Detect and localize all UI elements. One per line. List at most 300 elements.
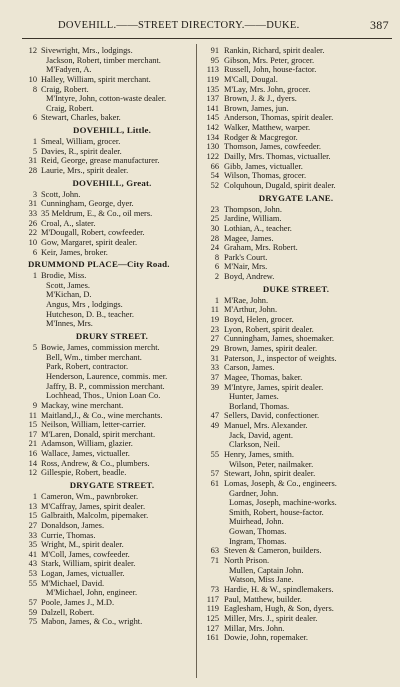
house-number: 75: [28, 617, 37, 627]
directory-entry: [203, 508, 389, 518]
entry-text: M'Caffray, James, spirit dealer.: [41, 501, 146, 511]
directory-entry: [203, 633, 389, 643]
house-number: 12: [28, 46, 37, 55]
directory-entry: [203, 383, 389, 393]
directory-entry: [22, 343, 202, 353]
entry-text: Jackson, Robert, timber merchant.: [46, 55, 161, 65]
entry-text: Maitland,J., & Co., wine merchants.: [41, 410, 163, 420]
entry-text: Keir, James, broker.: [41, 247, 108, 257]
directory-entry: [22, 238, 202, 248]
entry-text: Paul, Matthew, builder.: [224, 594, 302, 604]
house-number: 55: [210, 449, 219, 459]
house-number: 9: [32, 400, 37, 410]
directory-entry: [22, 56, 202, 66]
entry-text: Wright, M., spirit dealer.: [41, 540, 124, 550]
directory-entry: [203, 363, 389, 373]
house-number: 125: [206, 613, 219, 623]
directory-entry: [203, 162, 389, 172]
directory-entry: [203, 595, 389, 605]
entry-text: Russell, John, house-factor.: [224, 65, 317, 75]
directory-entry: [203, 75, 389, 85]
entry-text: Dailly, Mrs. Thomas, victualler.: [224, 152, 331, 162]
entry-text: Park's Court.: [224, 252, 268, 262]
directory-entry: [203, 224, 389, 234]
entry-text: Walker, Matthew, warper.: [224, 123, 311, 133]
directory-entry: [22, 439, 202, 449]
directory-entry: [203, 450, 389, 460]
house-number: 41: [28, 549, 37, 559]
directory-entry: [203, 305, 389, 315]
entry-text: Mackay, wine merchant.: [41, 400, 124, 410]
house-number: 1: [214, 295, 219, 305]
entry-text: Gow, Margaret, spirit dealer.: [41, 237, 138, 247]
directory-entry: [22, 94, 202, 104]
entry-text: Gowan, Thomas.: [229, 527, 287, 537]
directory-entry: [203, 421, 389, 431]
entry-text: Poole, James J., M.D.: [41, 598, 115, 608]
directory-entry: [22, 46, 202, 56]
house-number: 6: [32, 247, 37, 257]
entry-text: Dalzell, Robert.: [41, 607, 95, 617]
entry-text: Miller, Mrs. J., spirit dealer.: [224, 613, 318, 623]
directory-entry: [203, 537, 389, 547]
directory-entry: [22, 511, 202, 521]
directory-entry: [22, 104, 202, 114]
entry-text: Bowie, James, commission mercht.: [41, 343, 160, 353]
entry-text: Rodger & Macgregor.: [224, 132, 298, 142]
house-number: 23: [210, 324, 219, 334]
directory-entry: [22, 550, 202, 560]
house-number: 53: [28, 569, 37, 579]
entry-text: Brodie, Miss.: [41, 271, 87, 281]
directory-entry: [22, 521, 202, 531]
directory-entry: [22, 382, 202, 392]
directory-entry: [203, 624, 389, 634]
running-title: DOVEHILL.——STREET DIRECTORY.——DUKE.: [58, 20, 300, 31]
entry-text: Brown, James, spirit dealer.: [224, 343, 318, 353]
house-number: 10: [28, 237, 37, 247]
directory-entry: [203, 152, 389, 162]
house-number: 95: [210, 55, 219, 65]
entry-text: Scott, John.: [41, 189, 81, 199]
directory-entry: [22, 310, 202, 320]
directory-entry: [22, 353, 202, 363]
directory-entry: [203, 614, 389, 624]
directory-entry: [22, 319, 202, 329]
directory-entry: [203, 489, 389, 499]
entry-text: M'Rae, John.: [224, 295, 269, 305]
directory-entry: [203, 113, 389, 123]
directory-entry: [22, 137, 202, 147]
house-number: 55: [28, 578, 37, 588]
house-number: 21: [28, 439, 37, 449]
entry-text: Anderson, Thomas, spirit dealer.: [224, 113, 334, 123]
entry-text: Henderson, Laurence, commis. mer.: [46, 371, 168, 381]
entry-text: Stewart, Charles, baker.: [41, 113, 121, 123]
directory-entry: [22, 190, 202, 200]
entry-text: Lothian, A., teacher.: [224, 223, 292, 233]
directory-entry: [22, 391, 202, 401]
entry-text: Lomas, Joseph, & Co., engineers.: [224, 478, 337, 488]
directory-entry: [203, 354, 389, 364]
house-number: 22: [28, 228, 37, 238]
directory-entry: [22, 608, 202, 618]
house-number: 130: [206, 142, 219, 152]
house-number: 141: [206, 103, 219, 113]
house-number: 33: [28, 530, 37, 540]
entry-text: Lomas, Joseph, machine-works.: [229, 498, 337, 508]
directory-entry: [203, 65, 389, 75]
directory-entry: [203, 392, 389, 402]
house-number: 91: [210, 46, 219, 55]
house-number: 33: [28, 208, 37, 218]
house-number: 30: [210, 223, 219, 233]
entry-text: Mullen, Captain John.: [229, 565, 304, 575]
directory-entry: [203, 181, 389, 191]
directory-entry: [203, 469, 389, 479]
entry-text: Brown, J. & J., dyers.: [224, 94, 297, 104]
entry-text: M'Innes, Mrs.: [46, 319, 93, 329]
house-number: 6: [32, 113, 37, 123]
entry-text: Gillespie, Robert, beadle.: [41, 468, 127, 478]
entry-text: Gibb, James, victualler.: [224, 161, 303, 171]
directory-entry: [22, 362, 202, 372]
house-number: 3: [32, 189, 37, 199]
directory-entry: [22, 156, 202, 166]
entry-text: Craig, Robert.: [46, 103, 94, 113]
house-number: 57: [210, 469, 219, 479]
house-number: 37: [210, 372, 219, 382]
section-heading: DRURY STREET.: [75, 331, 149, 342]
directory-entry: [203, 334, 389, 344]
entry-text: Dowie, John, ropemaker.: [224, 633, 308, 643]
house-number: 8: [214, 252, 219, 262]
directory-entry: [203, 315, 389, 325]
entry-text: M'Kichan, D.: [46, 290, 92, 300]
house-number: 19: [210, 315, 219, 325]
house-number: 1: [32, 491, 37, 501]
entry-text: M'Michael, David.: [41, 578, 105, 588]
house-number: 23: [210, 204, 219, 214]
house-number: 127: [206, 623, 219, 633]
entry-text: M'Intyre, John, cotton-waste dealer.: [46, 94, 167, 104]
directory-entry: [203, 123, 389, 133]
directory-entry: [22, 588, 202, 598]
directory-entry: [22, 430, 202, 440]
directory-entry: [203, 460, 389, 470]
entry-text: Hutcheson, D. B., teacher.: [46, 309, 134, 319]
directory-entry: [22, 219, 202, 229]
entry-text: Steven & Cameron, builders.: [224, 546, 322, 556]
house-number: 57: [28, 598, 37, 608]
entry-text: Wilson, Peter, nailmaker.: [229, 459, 314, 469]
section-heading: DRYGATE LANE.: [258, 192, 334, 203]
directory-entry: [22, 271, 202, 281]
directory-entry: [22, 290, 202, 300]
house-number: 113: [206, 65, 219, 75]
entry-text: Reid, George, grease manufacturer.: [41, 156, 160, 166]
house-number: 26: [28, 218, 37, 228]
house-number: 2: [214, 272, 219, 282]
entry-text: Jardine, William.: [224, 214, 282, 224]
entry-text: M'Coll, James, cowfeeder.: [41, 549, 130, 559]
directory-entry: [22, 166, 202, 176]
directory-entry: [203, 402, 389, 412]
entry-text: Lochhead, Thos., Union Loan Co.: [46, 391, 161, 401]
entry-text: Millar, Mrs. John.: [224, 623, 285, 633]
section-heading: DRUMMOND PLACE—City Road.: [28, 259, 170, 270]
directory-entry: [203, 440, 389, 450]
entry-text: M'Laren, Donald, spirit merchant.: [41, 429, 156, 439]
directory-entry: [22, 569, 202, 579]
directory-entry: [22, 281, 202, 291]
directory-entry: [22, 113, 202, 123]
house-number: 16: [28, 449, 37, 459]
house-number: 5: [32, 343, 37, 353]
directory-entry: [203, 205, 389, 215]
directory-entry: [22, 459, 202, 469]
directory-entry: [203, 94, 389, 104]
house-number: 15: [28, 420, 37, 430]
directory-entry: [203, 214, 389, 224]
directory-entry: [203, 517, 389, 527]
house-number: 15: [28, 511, 37, 521]
header-rule: [22, 38, 392, 39]
house-number: 27: [210, 334, 219, 344]
entry-text: Muirhead, John.: [229, 517, 284, 527]
directory-entry: [22, 598, 202, 608]
house-number: 54: [210, 171, 219, 181]
entry-text: Lyon, Robert, spirit dealer.: [224, 324, 314, 334]
entry-text: Angus, Mrs , lodgings.: [46, 300, 123, 310]
entry-text: Galbraith, Malcolm, pipemaker.: [41, 511, 149, 521]
house-number: 119: [206, 604, 219, 614]
entry-text: Jaffry, B. P., commission merchant.: [46, 381, 165, 391]
entry-text: Magee, James.: [224, 233, 274, 243]
house-number: 27: [28, 520, 37, 530]
house-number: 11: [210, 305, 219, 315]
entry-text: Henry, James, smith.: [224, 449, 294, 459]
house-number: 1: [32, 271, 37, 281]
directory-entry: [203, 262, 389, 272]
house-number: 145: [206, 113, 219, 123]
directory-entry: [203, 325, 389, 335]
directory-entry: [22, 209, 202, 219]
directory-entry: [22, 300, 202, 310]
directory-entry: [203, 431, 389, 441]
entry-text: M'Michael, John, engineer.: [46, 588, 138, 598]
house-number: 66: [210, 161, 219, 171]
entry-text: Scott, James.: [46, 280, 90, 290]
house-number: 142: [206, 123, 219, 133]
house-number: 63: [210, 546, 219, 556]
house-number: 73: [210, 584, 219, 594]
directory-entry: [203, 604, 389, 614]
directory-entry: [203, 556, 389, 566]
house-number: 31: [28, 156, 37, 166]
entry-text: North Prison.: [224, 556, 270, 566]
directory-entry: [203, 575, 389, 585]
entry-text: Clarkson, Neil.: [229, 440, 280, 450]
house-number: 31: [28, 199, 37, 209]
house-number: 119: [206, 74, 219, 84]
directory-entry: [203, 272, 389, 282]
directory-entry: [203, 253, 389, 263]
house-number: 29: [210, 343, 219, 353]
entry-text: Wallace, James, victualler.: [41, 449, 130, 459]
entry-text: Brown, James, jun.: [224, 103, 289, 113]
entry-text: M'Nair, Mrs.: [224, 262, 268, 272]
house-number: 161: [206, 633, 219, 643]
directory-entry: [22, 228, 202, 238]
entry-text: Carson, James.: [224, 363, 275, 373]
house-number: 5: [32, 146, 37, 156]
entry-text: M'Dougall, Robert, cowfeeder.: [41, 228, 145, 238]
directory-entry: [203, 243, 389, 253]
directory-entry: [22, 531, 202, 541]
house-number: 28: [210, 233, 219, 243]
house-number: 12: [28, 468, 37, 478]
entry-text: Sellers, David, confectioner.: [224, 411, 320, 421]
entry-text: Thomson, James, cowfeeder.: [224, 142, 321, 152]
entry-text: Magee, Thomas, baker.: [224, 372, 303, 382]
entry-text: Watson, Miss Jane.: [229, 575, 294, 585]
directory-entry: [22, 248, 202, 258]
directory-entry: [22, 147, 202, 157]
section-heading: DOVEHILL, Little.: [73, 125, 151, 136]
entry-text: Currie, Thomas.: [41, 530, 96, 540]
directory-entry: [203, 527, 389, 537]
entry-text: Thompson, John.: [224, 204, 282, 214]
entry-text: Boyd, Helen, grocer.: [224, 315, 294, 325]
directory-entry: [203, 56, 389, 66]
entry-text: M'Arthur, John.: [224, 305, 278, 315]
directory-entry: [22, 372, 202, 382]
directory-entry: [22, 540, 202, 550]
house-number: 33: [210, 363, 219, 373]
house-number: 122: [206, 152, 219, 162]
entry-text: Cameron, Wm., pawnbroker.: [41, 491, 139, 501]
house-number: 137: [206, 94, 219, 104]
directory-entry: [22, 401, 202, 411]
page-header: [0, 18, 400, 34]
entry-text: Sivewright, Mrs., lodgings.: [41, 46, 133, 55]
entry-text: Laurie, Mrs., spirit dealer.: [41, 166, 129, 176]
directory-entry: [203, 344, 389, 354]
house-number: 11: [28, 410, 37, 420]
house-number: 1: [32, 137, 37, 147]
directory-entry: [203, 142, 389, 152]
house-number: 13: [28, 501, 37, 511]
entry-text: Cunningham, George, dyer.: [41, 199, 134, 209]
directory-entry: [203, 46, 389, 56]
entry-text: Davies, R., spirit dealer.: [41, 146, 122, 156]
entry-text: Jack, David, agent.: [229, 430, 293, 440]
directory-entry: [203, 566, 389, 576]
entry-text: Bell, Wm., timber merchant.: [46, 352, 142, 362]
entry-text: Colquhoun, Dugald, spirit dealer.: [224, 180, 336, 190]
directory-entry: [203, 296, 389, 306]
house-number: 6: [214, 262, 219, 272]
house-number: 10: [28, 74, 37, 84]
entry-text: M'Call, Dougal.: [224, 74, 278, 84]
house-number: 59: [28, 607, 37, 617]
entry-text: Rankin, Richard, spirit dealer.: [224, 46, 325, 55]
entry-text: M'Lay, Mrs. John, grocer.: [224, 84, 311, 94]
directory-entry: [203, 85, 389, 95]
house-number: 17: [28, 429, 37, 439]
directory-entry: [203, 104, 389, 114]
directory-entry: [203, 585, 389, 595]
entry-text: Manuel, Mrs. Alexander.: [224, 421, 308, 431]
directory-entry: [22, 75, 202, 85]
section-heading: DUKE STREET.: [262, 283, 330, 294]
directory-entry: [22, 559, 202, 569]
house-number: 135: [206, 84, 219, 94]
entry-text: Mabon, James, & Co., wright.: [41, 617, 143, 627]
entry-text: Hunter, James.: [229, 392, 279, 402]
directory-entry: [22, 449, 202, 459]
house-number: 24: [210, 243, 219, 253]
entry-text: Smeal, William, grocer.: [41, 137, 121, 147]
entry-text: Graham, Mrs. Robert.: [224, 243, 298, 253]
house-number: 39: [210, 382, 219, 392]
entry-text: Craig, Robert.: [41, 84, 89, 94]
directory-entry: [22, 468, 202, 478]
directory-entry: [22, 617, 202, 627]
house-number: 71: [210, 556, 219, 566]
house-number: 25: [210, 214, 219, 224]
directory-entry: [22, 502, 202, 512]
entry-text: Cunningham, James, shoemaker.: [224, 334, 335, 344]
entry-text: Ross, Andrew, & Co., plumbers.: [41, 458, 150, 468]
entry-text: Gibson, Mrs. Peter, grocer.: [224, 55, 315, 65]
entry-text: Croal, A., slater.: [41, 218, 96, 228]
entry-text: Adamson, William, glazier.: [41, 439, 133, 449]
house-number: 43: [28, 559, 37, 569]
entry-text: Stark, William, spirit dealer.: [41, 559, 136, 569]
entry-text: Boyd, Andrew.: [224, 272, 275, 282]
directory-entry: [203, 546, 389, 556]
entry-text: Borland, Thomas.: [229, 401, 290, 411]
entry-text: Stewart, John, spirit dealer.: [224, 469, 316, 479]
page-number: 387: [370, 18, 389, 32]
house-number: 28: [28, 166, 37, 176]
house-number: 8: [32, 84, 37, 94]
section-heading: DRYGATE STREET.: [69, 479, 155, 490]
entry-text: 35 Meldrum, E., & Co., oil mers.: [41, 208, 153, 218]
entry-text: Ingram, Thomas.: [229, 536, 287, 546]
entry-text: Hardie, H. & W., spindlemakers.: [224, 584, 334, 594]
entry-text: Wilson, Thomas, grocer.: [224, 171, 307, 181]
house-number: 61: [210, 478, 219, 488]
house-number: 14: [28, 458, 37, 468]
directory-entry: [22, 85, 202, 95]
directory-entry: [22, 65, 202, 75]
entry-text: M'Fadyen, A.: [46, 65, 92, 75]
directory-entry: [22, 420, 202, 430]
entry-text: Neilson, William, letter-carrier.: [41, 420, 146, 430]
directory-entry: [22, 579, 202, 589]
right-column: [203, 46, 389, 643]
entry-text: Eaglesham, Hugh, & Son, dyers.: [224, 604, 334, 614]
house-number: 31: [210, 353, 219, 363]
house-number: 134: [206, 132, 219, 142]
directory-entry: [22, 411, 202, 421]
directory-entry: [203, 133, 389, 143]
entry-text: Paterson, J., inspector of weights.: [224, 353, 337, 363]
entry-text: Donaldson, James.: [41, 520, 105, 530]
